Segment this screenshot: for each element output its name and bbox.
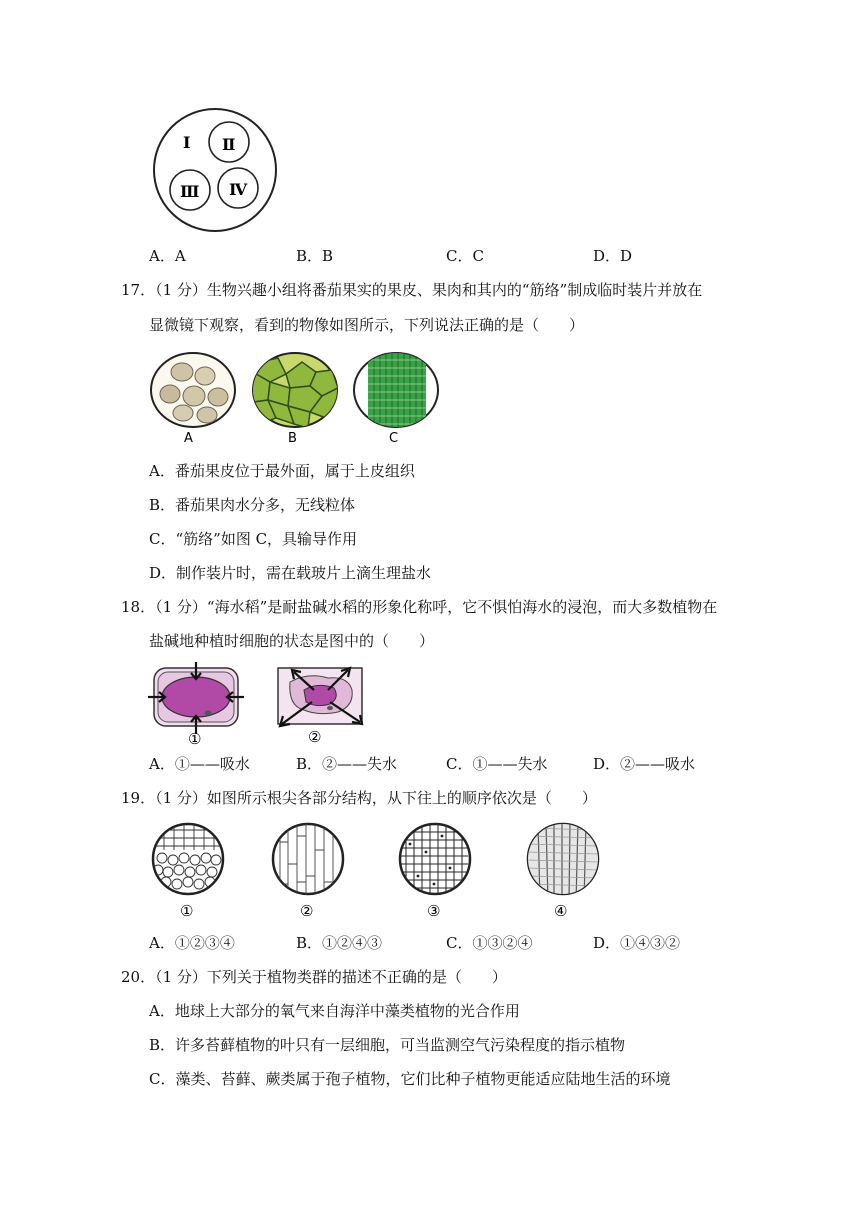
q18-option-b[interactable]: B．②——失水 [296, 755, 398, 773]
q17-stem-line1: 17．（1 分）生物兴趣小组将番茄果实的果皮、果肉和其内的“筋络”制成临时装片并放在 [121, 281, 703, 299]
q17-micrograph-figure [150, 352, 442, 448]
circle-label-1: Ⅰ [183, 133, 191, 152]
q19-fig-label-3: ③ [427, 902, 441, 920]
q18-cell-figure [148, 660, 368, 746]
q19-option-b[interactable]: B．①②④③ [296, 934, 383, 952]
q19-fig-label-4: ④ [554, 902, 568, 920]
q18-stem-line1: 18．（1 分）“海水稻”是耐盐碱水稻的形象化称呼，它不惧怕海水的浸泡，而大多数植物在 [121, 598, 718, 616]
q16-option-b[interactable]: B．B [296, 247, 334, 265]
q17-fig-label-a: A [184, 431, 193, 446]
q16-option-d[interactable]: D．D [593, 247, 633, 265]
q16-option-c[interactable]: C．C [446, 247, 484, 265]
q17-stem-line2: 显微镜下观察，看到的物像如图所示，下列说法正确的是（ ） [149, 316, 585, 334]
q17-option-a[interactable]: A．番茄果皮位于最外面，属于上皮组织 [149, 462, 415, 480]
circle-label-4: Ⅳ [229, 180, 248, 199]
q17-option-c[interactable]: C．“筋络”如图 C，具输导作用 [149, 530, 358, 548]
q19-fig-label-1: ① [180, 902, 194, 920]
q19-option-d[interactable]: D．①④③② [593, 934, 681, 952]
q17-fig-label-b: B [288, 431, 297, 446]
q18-fig-label-2: ② [308, 728, 322, 746]
q19-root-tip-figure [148, 822, 608, 922]
q20-option-c[interactable]: C．藻类、苔藓、蕨类属于孢子植物，它们比种子植物更能适应陆地生活的环境 [149, 1070, 671, 1088]
q20-stem: 20．（1 分）下列关于植物类群的描述不正确的是（ ） [121, 968, 507, 986]
q17-option-b[interactable]: B．番茄果肉水分多，无线粒体 [149, 496, 356, 514]
circle-label-2: Ⅱ [222, 135, 236, 154]
q17-fig-label-c: C [389, 431, 399, 446]
q17-option-d[interactable]: D．制作装片时，需在载玻片上滴生理盐水 [149, 564, 432, 582]
q19-option-a[interactable]: A．①②③④ [149, 934, 235, 952]
q19-fig-label-2: ② [300, 902, 314, 920]
q18-option-c[interactable]: C．①——失水 [446, 755, 548, 773]
q20-option-b[interactable]: B．许多苔藓植物的叶只有一层细胞，可当监测空气污染程度的指示植物 [149, 1036, 626, 1054]
q18-option-d[interactable]: D．②——吸水 [593, 755, 696, 773]
q16-circle-diagram [150, 108, 282, 233]
q18-stem-line2: 盐碱地种植时细胞的状态是图中的（ ） [149, 632, 435, 650]
q18-option-a[interactable]: A．①——吸水 [149, 755, 250, 773]
q16-option-a[interactable]: A．A [149, 247, 186, 265]
q20-option-a[interactable]: A．地球上大部分的氧气来自海洋中藻类植物的光合作用 [149, 1002, 520, 1020]
q19-stem: 19．（1 分）如图所示根尖各部分结构，从下往上的顺序依次是（ ） [121, 789, 597, 807]
circle-label-3: Ⅲ [180, 182, 200, 201]
q19-option-c[interactable]: C．①③②④ [446, 934, 533, 952]
q18-fig-label-1: ① [188, 730, 202, 748]
